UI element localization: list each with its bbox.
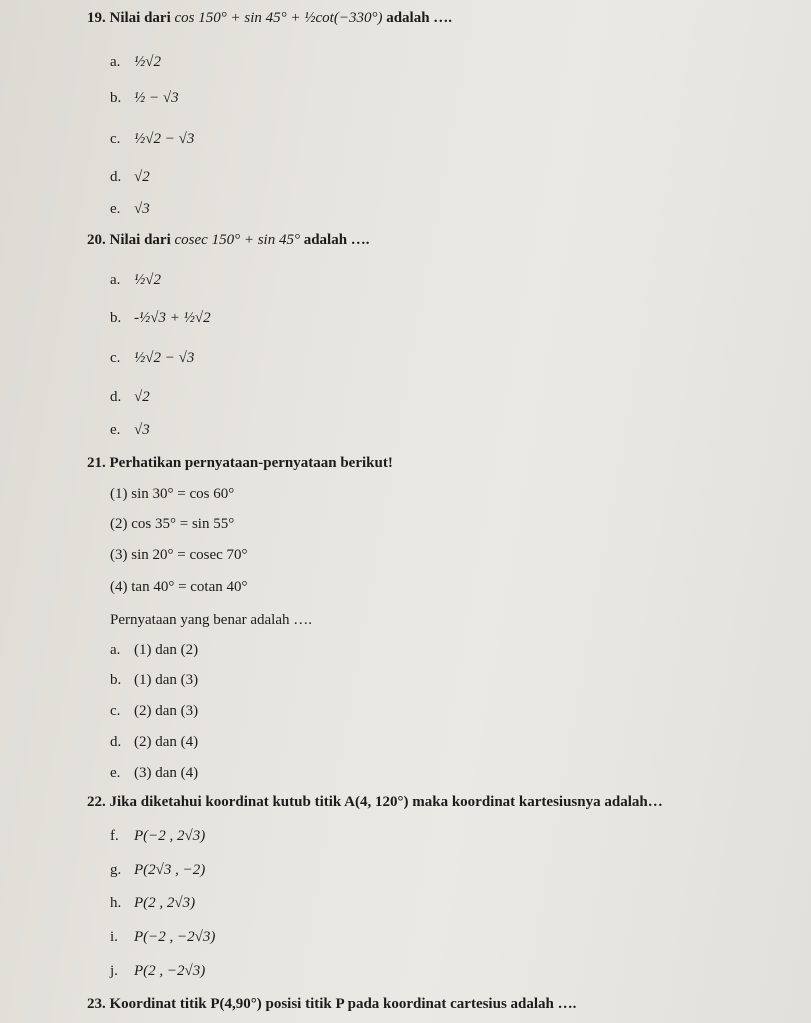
option-19b[interactable] <box>110 88 179 108</box>
question-expression: cos 150° + sin 45° + ½cot(−330°) <box>174 10 383 26</box>
question-number: 19. <box>87 10 106 26</box>
option-letter: c. <box>110 703 121 719</box>
question-text-end: adalah …. <box>382 10 453 26</box>
option-letter: j. <box>110 963 118 979</box>
question-text: Jika diketahui koordinat kutub titik A(4, 120°) maka koordinat kartesiusnya adalah… <box>109 794 663 810</box>
option-value: P(2 , −2√3) <box>134 963 206 979</box>
option-letter: h. <box>110 895 122 911</box>
question-number: 22. <box>87 794 106 810</box>
option-letter: i. <box>110 929 118 945</box>
option-letter: g. <box>110 862 122 878</box>
option-letter: e. <box>110 201 121 217</box>
question-19 <box>87 8 452 28</box>
option-value: ½√2 − √3 <box>134 350 195 366</box>
option-value: P(2 , 2√3) <box>134 895 196 911</box>
option-value: √3 <box>134 422 150 438</box>
question-20 <box>87 230 370 250</box>
option-value: ½√2 <box>134 54 161 70</box>
option-letter: b. <box>110 90 122 106</box>
statement-2: (2) cos 35° = sin 55° <box>110 516 235 532</box>
option-19d[interactable] <box>110 167 150 187</box>
option-letter: b. <box>110 672 122 688</box>
option-letter: d. <box>110 389 122 405</box>
option-19e[interactable] <box>110 199 150 219</box>
option-21e[interactable] <box>110 763 198 783</box>
option-letter: a. <box>110 642 121 658</box>
option-value: √2 <box>134 169 150 185</box>
option-value: ½√2 − √3 <box>134 131 195 147</box>
option-22f[interactable] <box>110 826 205 846</box>
option-letter: d. <box>110 169 122 185</box>
option-21a[interactable] <box>110 640 198 660</box>
option-value: (3) dan (4) <box>134 765 199 781</box>
option-value: ½ − √3 <box>134 90 179 106</box>
option-21d[interactable] <box>110 732 198 752</box>
option-letter: b. <box>110 310 122 326</box>
question-number: 20. <box>87 232 106 248</box>
statement-4: (4) tan 40° = cotan 40° <box>110 579 248 595</box>
option-value: √2 <box>134 389 150 405</box>
option-letter: a. <box>110 272 121 288</box>
question-22 <box>87 792 663 812</box>
option-value: ½√2 <box>134 272 161 288</box>
option-letter: f. <box>110 828 119 844</box>
question-text: Nilai dari <box>109 10 175 26</box>
statement-1: (1) sin 30° = cos 60° <box>110 486 235 502</box>
option-value: (2) dan (4) <box>134 734 199 750</box>
option-value: (2) dan (3) <box>134 703 199 719</box>
option-value: (1) dan (2) <box>134 642 199 658</box>
question-text: Nilai dari <box>109 232 175 248</box>
question-number: 21. <box>87 455 106 471</box>
option-19c[interactable] <box>110 129 194 149</box>
option-letter: c. <box>110 350 121 366</box>
option-20d[interactable] <box>110 387 150 407</box>
option-letter: e. <box>110 422 121 438</box>
option-22j[interactable] <box>110 961 205 981</box>
option-value: (1) dan (3) <box>134 672 199 688</box>
option-letter: e. <box>110 765 121 781</box>
option-20a[interactable] <box>110 270 161 290</box>
option-value: √3 <box>134 201 150 217</box>
option-letter: a. <box>110 54 121 70</box>
option-letter: d. <box>110 734 122 750</box>
option-20c[interactable] <box>110 348 194 368</box>
option-letter: c. <box>110 131 121 147</box>
statement-3: (3) sin 20° = cosec 70° <box>110 547 248 563</box>
option-20b[interactable] <box>110 308 211 328</box>
question-text: Perhatikan pernyataan-pernyataan berikut! <box>109 455 393 471</box>
option-22i[interactable] <box>110 927 215 947</box>
question-23 <box>87 994 576 1014</box>
option-22g[interactable] <box>110 860 205 880</box>
option-19a[interactable] <box>110 52 161 72</box>
option-22h[interactable] <box>110 893 195 913</box>
option-value: P(−2 , −2√3) <box>134 929 216 945</box>
option-value: P(−2 , 2√3) <box>134 828 206 844</box>
option-21c[interactable] <box>110 701 198 721</box>
question-21 <box>87 453 393 473</box>
option-value: -½√3 + ½√2 <box>134 310 211 326</box>
question-text: Koordinat titik P(4,90°) posisi titik P pada koordinat cartesius adalah …. <box>109 996 577 1012</box>
option-21b[interactable] <box>110 670 198 690</box>
option-value: P(2√3 , −2) <box>134 862 206 878</box>
question-number: 23. <box>87 996 106 1012</box>
question-prompt: Pernyataan yang benar adalah …. <box>110 612 312 628</box>
question-expression: cosec 150° + sin 45° <box>174 232 300 248</box>
question-text-end: adalah …. <box>299 232 370 248</box>
option-20e[interactable] <box>110 420 150 440</box>
